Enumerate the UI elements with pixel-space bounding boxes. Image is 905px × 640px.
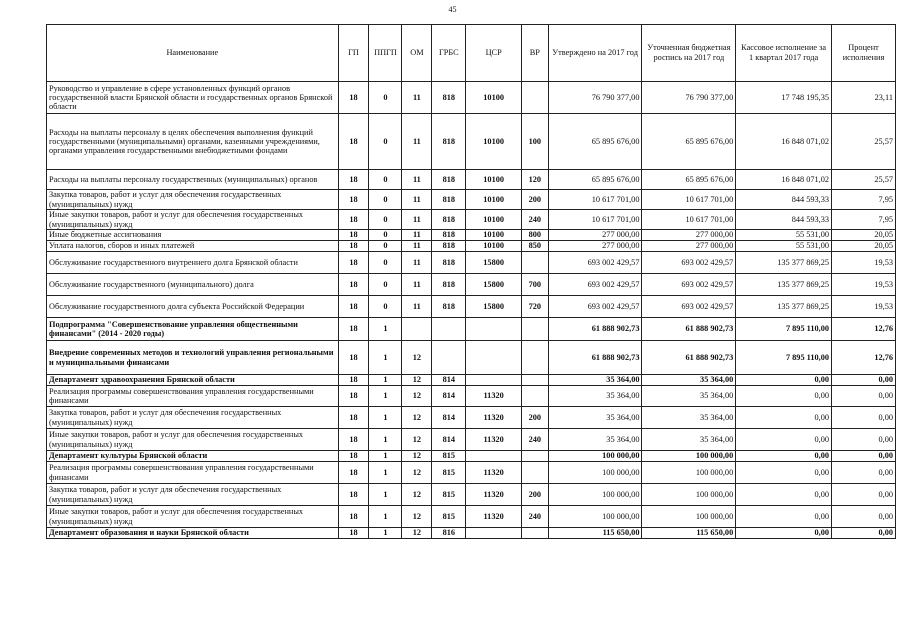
row-csr: 10100 <box>466 82 522 114</box>
row-csr: 11320 <box>466 386 522 407</box>
row-grbs: 818 <box>432 190 466 210</box>
row-grbs: 818 <box>432 210 466 230</box>
header-approved: Утверждено на 2017 год <box>548 25 642 82</box>
row-approved: 35 364,00 <box>548 375 642 386</box>
row-percent: 19,53 <box>832 296 896 318</box>
row-grbs: 814 <box>432 407 466 429</box>
row-gp: 18 <box>338 252 369 274</box>
row-grbs: 818 <box>432 82 466 114</box>
header-revised: Уточненная бюджетная роспись на 2017 год <box>642 25 736 82</box>
row-vr <box>521 375 548 386</box>
row-name: Обслуживание государственного внутреннего долга Брянской области <box>47 252 339 274</box>
row-approved: 10 617 701,00 <box>548 210 642 230</box>
row-vr <box>521 341 548 375</box>
row-gp: 18 <box>338 230 369 241</box>
row-executed: 7 895 110,00 <box>736 341 832 375</box>
row-csr: 10100 <box>466 230 522 241</box>
table-row <box>47 318 896 341</box>
row-om: 11 <box>402 252 432 274</box>
row-gp: 18 <box>338 318 369 341</box>
row-executed: 17 748 195,35 <box>736 82 832 114</box>
row-ppgp: 1 <box>369 407 402 429</box>
row-name: Расходы на выплаты персоналу государственных (муниципальных) органов <box>47 170 339 190</box>
row-name: Закупка товаров, работ и услуг для обеспечения государственных (муниципальных) нужд <box>47 190 339 210</box>
header-vr: ВР <box>521 25 548 82</box>
row-name: Руководство и управление в сфере установленных функций органов государственной власти Брянской области и государственных органов Брянской области <box>47 82 339 114</box>
header-grbs: ГРБС <box>432 25 466 82</box>
row-om: 12 <box>402 375 432 386</box>
row-approved: 277 000,00 <box>548 230 642 241</box>
row-om: 12 <box>402 528 432 539</box>
row-revised: 100 000,00 <box>642 451 736 462</box>
row-gp: 18 <box>338 528 369 539</box>
row-name: Иные закупки товаров, работ и услуг для обеспечения государственных (муниципальных) нужд <box>47 210 339 230</box>
row-om: 12 <box>402 341 432 375</box>
row-approved: 61 888 902,73 <box>548 341 642 375</box>
row-csr: 10100 <box>466 170 522 190</box>
row-revised: 65 895 676,00 <box>642 114 736 170</box>
row-percent: 12,76 <box>832 341 896 375</box>
row-ppgp: 1 <box>369 375 402 386</box>
table-row <box>47 210 896 230</box>
row-gp: 18 <box>338 190 369 210</box>
row-vr: 720 <box>521 296 548 318</box>
row-name: Расходы на выплаты персоналу в целях обеспечения выполнения функций государственными (муниципальными) органами, казенными учреждениями, органами управления государственными внебюджетными фондами <box>47 114 339 170</box>
row-percent: 7,95 <box>832 210 896 230</box>
row-percent: 0,00 <box>832 375 896 386</box>
row-gp: 18 <box>338 484 369 506</box>
row-gp: 18 <box>338 114 369 170</box>
row-revised: 35 364,00 <box>642 375 736 386</box>
row-csr: 11320 <box>466 429 522 451</box>
row-om: 12 <box>402 407 432 429</box>
header-om: ОМ <box>402 25 432 82</box>
table-row <box>47 386 896 407</box>
row-ppgp: 0 <box>369 190 402 210</box>
row-csr <box>466 375 522 386</box>
row-om: 12 <box>402 506 432 528</box>
table-header-row <box>47 25 896 82</box>
row-csr: 15800 <box>466 274 522 296</box>
row-ppgp: 1 <box>369 484 402 506</box>
row-ppgp: 0 <box>369 296 402 318</box>
row-ppgp: 1 <box>369 429 402 451</box>
row-executed: 0,00 <box>736 528 832 539</box>
table-row <box>47 451 896 462</box>
page-number: 45 <box>448 5 457 14</box>
row-gp: 18 <box>338 451 369 462</box>
row-ppgp: 0 <box>369 241 402 252</box>
row-grbs: 815 <box>432 451 466 462</box>
row-ppgp: 0 <box>369 252 402 274</box>
row-percent: 0,00 <box>832 386 896 407</box>
row-approved: 35 364,00 <box>548 386 642 407</box>
row-gp: 18 <box>338 407 369 429</box>
row-percent: 0,00 <box>832 451 896 462</box>
row-revised: 115 650,00 <box>642 528 736 539</box>
row-percent: 23,11 <box>832 82 896 114</box>
row-om: 12 <box>402 462 432 484</box>
row-percent: 0,00 <box>832 429 896 451</box>
row-om: 11 <box>402 114 432 170</box>
budget-table <box>46 24 896 539</box>
row-grbs <box>432 341 466 375</box>
row-grbs: 818 <box>432 241 466 252</box>
row-gp: 18 <box>338 462 369 484</box>
row-revised: 277 000,00 <box>642 230 736 241</box>
row-vr: 240 <box>521 210 548 230</box>
row-percent: 19,53 <box>832 274 896 296</box>
row-gp: 18 <box>338 274 369 296</box>
row-name: Департамент культуры Брянской области <box>47 451 339 462</box>
row-approved: 693 002 429,57 <box>548 274 642 296</box>
row-csr: 10100 <box>466 241 522 252</box>
row-gp: 18 <box>338 82 369 114</box>
row-executed: 844 593,33 <box>736 190 832 210</box>
row-revised: 35 364,00 <box>642 407 736 429</box>
table-row <box>47 241 896 252</box>
row-csr <box>466 528 522 539</box>
row-executed: 55 531,00 <box>736 241 832 252</box>
row-grbs: 818 <box>432 274 466 296</box>
row-gp: 18 <box>338 429 369 451</box>
row-name: Обслуживание государственного (муниципального) долга <box>47 274 339 296</box>
row-grbs: 818 <box>432 170 466 190</box>
row-approved: 35 364,00 <box>548 429 642 451</box>
row-revised: 277 000,00 <box>642 241 736 252</box>
row-vr: 200 <box>521 407 548 429</box>
row-name: Иные бюджетные ассигнования <box>47 230 339 241</box>
row-executed: 0,00 <box>736 462 832 484</box>
row-gp: 18 <box>338 386 369 407</box>
row-csr: 10100 <box>466 190 522 210</box>
row-ppgp: 1 <box>369 462 402 484</box>
row-vr <box>521 462 548 484</box>
header-percent: Процент исполнения <box>832 25 896 82</box>
row-grbs: 815 <box>432 506 466 528</box>
row-ppgp: 1 <box>369 528 402 539</box>
row-name: Реализация программы совершенствования управления государственными финансами <box>47 386 339 407</box>
row-csr <box>466 318 522 341</box>
row-approved: 100 000,00 <box>548 506 642 528</box>
row-executed: 135 377 869,25 <box>736 296 832 318</box>
row-csr: 10100 <box>466 114 522 170</box>
table-row <box>47 274 896 296</box>
row-approved: 100 000,00 <box>548 462 642 484</box>
row-om: 11 <box>402 190 432 210</box>
row-percent: 0,00 <box>832 484 896 506</box>
row-om: 12 <box>402 429 432 451</box>
header-csr: ЦСР <box>466 25 522 82</box>
row-name: Иные закупки товаров, работ и услуг для обеспечения государственных (муниципальных) нужд <box>47 429 339 451</box>
row-grbs: 818 <box>432 252 466 274</box>
row-executed: 0,00 <box>736 506 832 528</box>
row-csr: 11320 <box>466 484 522 506</box>
row-revised: 65 895 676,00 <box>642 170 736 190</box>
row-vr <box>521 451 548 462</box>
row-revised: 693 002 429,57 <box>642 296 736 318</box>
row-vr <box>521 82 548 114</box>
row-ppgp: 1 <box>369 318 402 341</box>
header-gp: ГП <box>338 25 369 82</box>
row-gp: 18 <box>338 506 369 528</box>
row-ppgp: 1 <box>369 506 402 528</box>
row-approved: 35 364,00 <box>548 407 642 429</box>
row-ppgp: 1 <box>369 451 402 462</box>
row-gp: 18 <box>338 210 369 230</box>
row-om: 11 <box>402 170 432 190</box>
row-approved: 693 002 429,57 <box>548 252 642 274</box>
row-revised: 693 002 429,57 <box>642 252 736 274</box>
table-row <box>47 462 896 484</box>
row-revised: 100 000,00 <box>642 506 736 528</box>
row-revised: 10 617 701,00 <box>642 190 736 210</box>
table-row <box>47 82 896 114</box>
table-row <box>47 484 896 506</box>
row-percent: 12,76 <box>832 318 896 341</box>
row-ppgp: 0 <box>369 274 402 296</box>
row-csr: 11320 <box>466 506 522 528</box>
row-grbs: 818 <box>432 230 466 241</box>
row-csr: 11320 <box>466 462 522 484</box>
row-csr: 10100 <box>466 210 522 230</box>
row-om: 12 <box>402 386 432 407</box>
row-revised: 61 888 902,73 <box>642 341 736 375</box>
row-csr <box>466 341 522 375</box>
row-percent: 0,00 <box>832 407 896 429</box>
row-vr: 240 <box>521 429 548 451</box>
row-name: Подпрограмма "Совершенствование управления общественными финансами" (2014 - 2020 годы) <box>47 318 339 341</box>
row-vr <box>521 528 548 539</box>
table-row <box>47 230 896 241</box>
row-name: Иные закупки товаров, работ и услуг для обеспечения государственных (муниципальных) нужд <box>47 506 339 528</box>
row-approved: 115 650,00 <box>548 528 642 539</box>
table-row <box>47 429 896 451</box>
table-row <box>47 114 896 170</box>
row-percent: 19,53 <box>832 252 896 274</box>
row-percent: 0,00 <box>832 506 896 528</box>
row-gp: 18 <box>338 296 369 318</box>
row-approved: 61 888 902,73 <box>548 318 642 341</box>
row-om: 12 <box>402 484 432 506</box>
row-om: 11 <box>402 210 432 230</box>
row-executed: 16 848 071,02 <box>736 114 832 170</box>
row-gp: 18 <box>338 341 369 375</box>
table-row <box>47 296 896 318</box>
row-name: Департамент образования и науки Брянской области <box>47 528 339 539</box>
row-vr: 700 <box>521 274 548 296</box>
row-name: Обслуживание государственного долга субъекта Российской Федерации <box>47 296 339 318</box>
row-ppgp: 0 <box>369 210 402 230</box>
row-executed: 7 895 110,00 <box>736 318 832 341</box>
row-csr: 11320 <box>466 407 522 429</box>
row-executed: 0,00 <box>736 484 832 506</box>
row-vr <box>521 252 548 274</box>
row-executed: 0,00 <box>736 386 832 407</box>
row-vr: 850 <box>521 241 548 252</box>
row-vr: 120 <box>521 170 548 190</box>
row-percent: 7,95 <box>832 190 896 210</box>
row-vr: 800 <box>521 230 548 241</box>
row-gp: 18 <box>338 170 369 190</box>
row-ppgp: 0 <box>369 114 402 170</box>
row-vr <box>521 386 548 407</box>
row-name: Реализация программы совершенствования управления государственными финансами <box>47 462 339 484</box>
row-approved: 100 000,00 <box>548 484 642 506</box>
row-executed: 135 377 869,25 <box>736 274 832 296</box>
row-om: 11 <box>402 296 432 318</box>
row-name: Департамент здравоохранения Брянской области <box>47 375 339 386</box>
row-grbs <box>432 318 466 341</box>
row-om: 11 <box>402 241 432 252</box>
table-row <box>47 252 896 274</box>
row-ppgp: 0 <box>369 82 402 114</box>
row-percent: 20,05 <box>832 241 896 252</box>
row-approved: 65 895 676,00 <box>548 114 642 170</box>
row-percent: 20,05 <box>832 230 896 241</box>
row-ppgp: 1 <box>369 386 402 407</box>
row-percent: 25,57 <box>832 170 896 190</box>
row-om: 11 <box>402 230 432 241</box>
row-executed: 135 377 869,25 <box>736 252 832 274</box>
table-row <box>47 341 896 375</box>
row-executed: 16 848 071,02 <box>736 170 832 190</box>
row-gp: 18 <box>338 375 369 386</box>
row-csr: 15800 <box>466 252 522 274</box>
row-vr: 200 <box>521 484 548 506</box>
row-percent: 0,00 <box>832 462 896 484</box>
row-om: 11 <box>402 82 432 114</box>
row-vr <box>521 318 548 341</box>
row-grbs: 815 <box>432 484 466 506</box>
row-gp: 18 <box>338 241 369 252</box>
row-executed: 844 593,33 <box>736 210 832 230</box>
row-revised: 35 364,00 <box>642 429 736 451</box>
row-approved: 693 002 429,57 <box>548 296 642 318</box>
table-row <box>47 190 896 210</box>
row-ppgp: 1 <box>369 341 402 375</box>
row-om: 12 <box>402 451 432 462</box>
table-row <box>47 170 896 190</box>
row-grbs: 814 <box>432 375 466 386</box>
table-body <box>47 82 896 539</box>
row-name: Уплата налогов, сборов и иных платежей <box>47 241 339 252</box>
row-vr: 100 <box>521 114 548 170</box>
row-approved: 277 000,00 <box>548 241 642 252</box>
row-grbs: 814 <box>432 386 466 407</box>
table-row <box>47 506 896 528</box>
row-ppgp: 0 <box>369 170 402 190</box>
table-row <box>47 528 896 539</box>
row-csr: 15800 <box>466 296 522 318</box>
row-executed: 0,00 <box>736 375 832 386</box>
row-approved: 100 000,00 <box>548 451 642 462</box>
row-vr: 240 <box>521 506 548 528</box>
row-revised: 693 002 429,57 <box>642 274 736 296</box>
row-vr: 200 <box>521 190 548 210</box>
row-executed: 0,00 <box>736 451 832 462</box>
row-name: Закупка товаров, работ и услуг для обеспечения государственных (муниципальных) нужд <box>47 407 339 429</box>
row-approved: 10 617 701,00 <box>548 190 642 210</box>
row-grbs: 818 <box>432 114 466 170</box>
row-approved: 65 895 676,00 <box>548 170 642 190</box>
row-executed: 55 531,00 <box>736 230 832 241</box>
row-revised: 76 790 377,00 <box>642 82 736 114</box>
row-executed: 0,00 <box>736 429 832 451</box>
header-ppgp: ППГП <box>369 25 402 82</box>
row-revised: 100 000,00 <box>642 484 736 506</box>
header-executed: Кассовое исполнение за 1 квартал 2017 года <box>736 25 832 82</box>
row-percent: 25,57 <box>832 114 896 170</box>
row-grbs: 816 <box>432 528 466 539</box>
row-grbs: 815 <box>432 462 466 484</box>
row-percent: 0,00 <box>832 528 896 539</box>
row-name: Внедрение современных методов и технологий управления региональными и муниципальными финансами <box>47 341 339 375</box>
header-name: Наименование <box>47 25 339 82</box>
row-revised: 61 888 902,73 <box>642 318 736 341</box>
row-name: Закупка товаров, работ и услуг для обеспечения государственных (муниципальных) нужд <box>47 484 339 506</box>
row-om <box>402 318 432 341</box>
table-row <box>47 407 896 429</box>
row-csr <box>466 451 522 462</box>
row-grbs: 814 <box>432 429 466 451</box>
row-executed: 0,00 <box>736 407 832 429</box>
table-row <box>47 375 896 386</box>
row-grbs: 818 <box>432 296 466 318</box>
row-revised: 35 364,00 <box>642 386 736 407</box>
row-revised: 100 000,00 <box>642 462 736 484</box>
row-ppgp: 0 <box>369 230 402 241</box>
row-om: 11 <box>402 274 432 296</box>
row-revised: 10 617 701,00 <box>642 210 736 230</box>
row-approved: 76 790 377,00 <box>548 82 642 114</box>
